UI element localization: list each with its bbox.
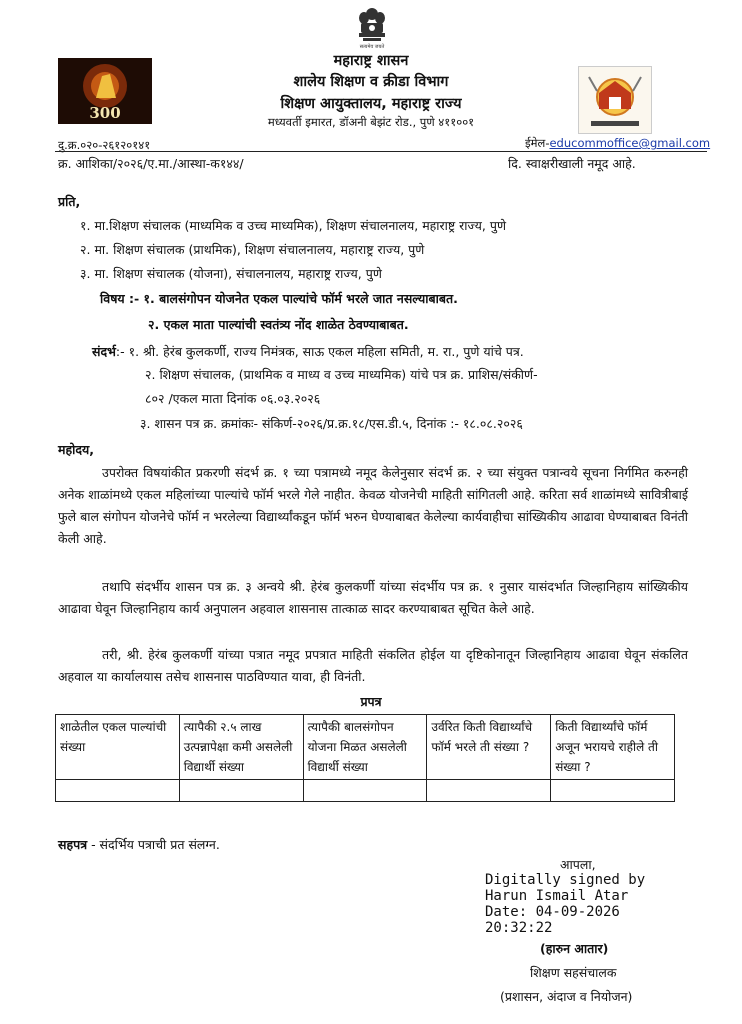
header-divider: [55, 151, 707, 152]
proforma-table: [55, 714, 675, 802]
reference-label: संदर्भ: [92, 344, 116, 359]
signatory-designation: शिक्षण सहसंचालक: [530, 965, 617, 980]
salutation: महोदय,: [58, 442, 94, 457]
left-logo: [58, 58, 152, 124]
subject-line-2: २. एकल माता पाल्यांची स्वतंत्र्य नोंद शाळेत ठेवण्याबाबत.: [148, 317, 409, 332]
subject-line-1: विषय :- १. बालसंगोपन योजनेत एकल पाल्यांचे फॉर्म भरले जात नसल्याबाबत.: [100, 291, 458, 306]
table-header-row: [56, 715, 675, 780]
table-cell: [427, 780, 551, 802]
reference-line-4: ३. शासन पत्र क्र. क्रमांकः- संकिर्ण-२०२६/प्र.क्र.१८/एस.डी.५, दिनांक :- १८.०८.२०२६: [140, 416, 523, 431]
state-emblem-icon: [355, 6, 389, 50]
table-header-cell: उर्वरित किती विद्यार्थ्यांचे फॉर्म भरले ती संख्या ?: [427, 715, 551, 780]
reference-line-3: ८०२ /एकल माता दिनांक ०६.०३.२०२६: [145, 391, 321, 406]
table-header-cell: किती विद्यार्थ्यांचे फॉर्म अजून भरायचे राहीले ती संख्या ?: [551, 715, 675, 780]
header-address: मध्यवर्ती इमारत, डॉअनी बेझंट रोड., पुणे ४११००१: [267, 115, 475, 129]
body-paragraph-2: तथापि संदर्भीय शासन पत्र क्र. ३ अन्वये श्री. हेरंब कुलकर्णी यांच्या संदर्भीय पत्र क्र. १ नुसार यासंदर्भात जिल्हानिहाय सांख्यिकीय आढावा घेवून जिल्हानिहाय कार्य अनुपालन अहवाल शासनास तात्काळ सादर करण्याबाबत सूचित केले आहे.: [58, 579, 688, 616]
table-cell: [551, 780, 675, 802]
table-row: [56, 780, 675, 802]
reference-number: क्र. आशिका/२०२६/ए.मा./आस्था-क१४४/: [58, 156, 244, 171]
office-email-line: [525, 136, 710, 151]
email-label: ईमेल-: [525, 136, 550, 150]
closing: आपला,: [560, 857, 596, 872]
education-department-logo-icon: [579, 67, 651, 133]
to-label: प्रति,: [58, 194, 81, 209]
letter-date: दि. स्वाक्षरीखाली नमूद आहे.: [508, 156, 636, 171]
table-cell: [56, 780, 180, 802]
table-header-cell: त्यापैकी बालसंगोपन योजना मिळत असलेली विद्यार्थी संख्या: [303, 715, 427, 780]
addressee-3: ३. मा. शिक्षण संचालक (योजना), संचालनालय, महाराष्ट्र राज्य, पुणे: [80, 266, 382, 281]
table-header-cell: त्यापैकी २.५ लाख उत्पन्नापेक्षा कमी असलेली विद्यार्थी संख्या: [179, 715, 303, 780]
body-paragraph-1: उपरोक्त विषयांकीत प्रकरणी संदर्भ क्र. १ च्या पत्रामध्ये नमूद केलेनुसार संदर्भ क्र. २ च्या संयुक्त पत्रान्वये सूचना निर्गमित करुनही अनेक शाळांमध्ये एकल महिलांच्या पाल्यांचे फॉर्म भरले गेले नाहीत. केवळ योजनेची माहिती सांगितली आहे. करिता सर्व शाळांमध्ये सावित्रीबाई फुले बाल संगोपन योजनेचे फॉर्म न भरलेल्या विद्यार्थ्यांकडून फॉर्म भरुन घेण्याबाबत केलेल्या कार्यवाहीचा सांख्यिकीय आढावा घेण्याबाबत विनंती केली आहे.: [58, 465, 688, 546]
office-phone: दु.क्र.०२०-२६१२०१४१: [58, 138, 151, 152]
addressee-1: १. मा.शिक्षण संचालक (माध्यमिक व उच्च माध्यमिक), शिक्षण संचालनालय, महाराष्ट्र राज्य, पुणे: [80, 218, 507, 233]
header-state: महाराष्ट्र शासन: [333, 53, 409, 69]
enclosure-text: - संदर्भिय पत्राची प्रत संलग्न.: [87, 837, 220, 852]
enclosure-label: सहपत्र: [58, 837, 88, 852]
logo-number: 300: [89, 104, 121, 122]
shivaji-300-logo-icon: [58, 58, 152, 124]
header-office: शिक्षण आयुक्तालय, महाराष्ट्र राज्य: [280, 96, 462, 112]
signatory-department: (प्रशासन, अंदाज व नियोजन): [500, 989, 633, 1004]
reference-item-1: :- १. श्री. हेरंब कुलकर्णी, राज्य निमंत्रक, साऊ एकल महिला समिती, म. रा., पुणे यांचे पत्र.: [115, 344, 524, 359]
table-header-cell: शाळेतील एकल पाल्यांची संख्या: [56, 715, 180, 780]
body-paragraph-3: तरी, श्री. हेरंब कुलकर्णी यांच्या पत्रात नमूद प्रपत्रात माहिती संकलित होईल या दृष्टिकोनातून जिल्हानिहाय आढावा घेवून संकलित अहवाल या कार्यालयास तसेच शासनास पाठविण्यात यावा, ही विनंती.: [58, 647, 688, 684]
table-cell: [303, 780, 427, 802]
digital-signature: Digitally signed by Harun Ismail Atar Date: 04-09-2026 20:32:22: [485, 872, 646, 936]
reference-line-2: २. शिक्षण संचालक, (प्राथमिक व माध्य व उच्च माध्यमिक) यांचे पत्र क्र. प्राशिस/संकीर्ण-: [145, 367, 538, 382]
addressee-2: २. मा. शिक्षण संचालक (प्राथमिक), शिक्षण संचालनालय, महाराष्ट्र राज्य, पुणे: [80, 242, 425, 257]
right-logo: [578, 66, 652, 134]
table-cell: [179, 780, 303, 802]
signatory-name: (हारुन आतार): [540, 941, 609, 956]
reference-line-1: [92, 343, 524, 360]
email-link[interactable]: educommoffice@gmail.com: [549, 136, 711, 150]
enclosure-line: [58, 836, 220, 853]
table-title: प्रपत्र: [360, 694, 382, 709]
header-department: शालेय शिक्षण व क्रीडा विभाग: [293, 74, 449, 90]
svg-text:सत्यमेव जयते: सत्यमेव जयते: [359, 44, 385, 50]
